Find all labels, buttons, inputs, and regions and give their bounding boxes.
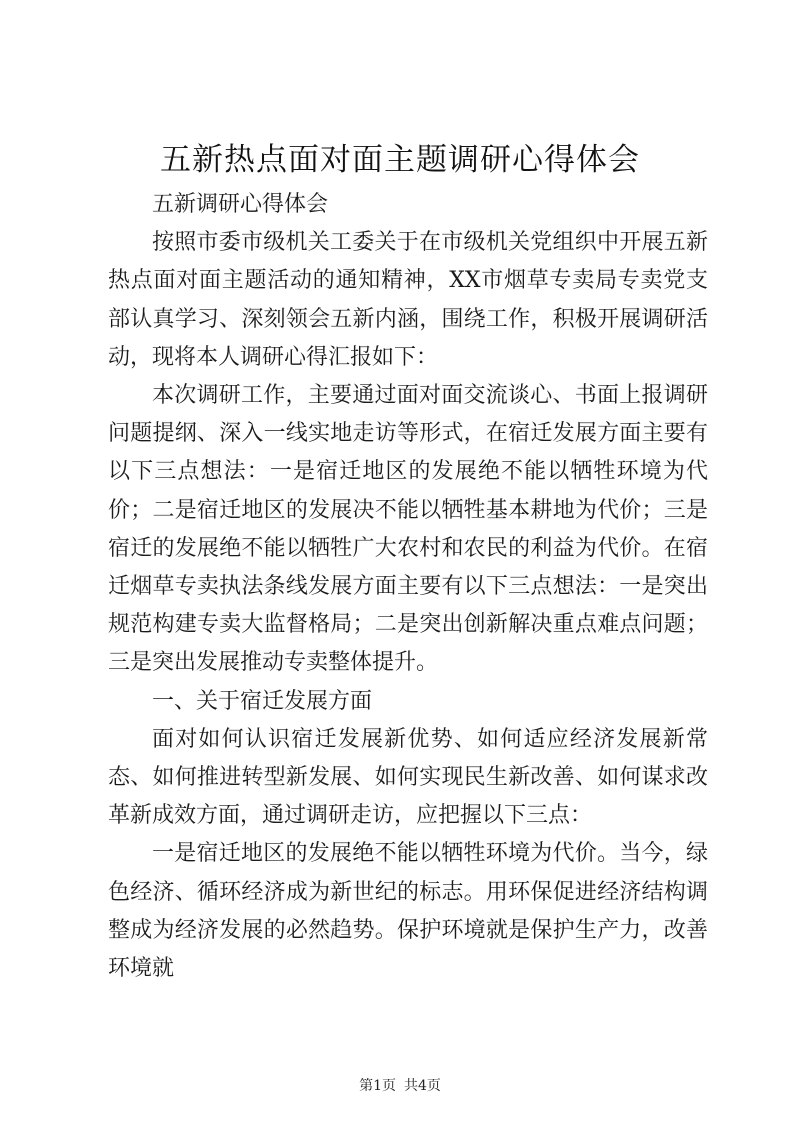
paragraph-point-one: 一是宿迁地区的发展绝不能以牺牲环境为代价。当今，绿色经济、循环经济成为新世纪的标志。用环保促进经济结构调整成为经济发展的必然趋势。保护环境就是保护生产力，改善环境就 xyxy=(108,841,708,982)
paragraph-summary: 本次调研工作，主要通过面对面交流谈心、书面上报调研问题提纲、深入一线实地走访等形式，在宿迁发展方面主要有以下三点想法：一是宿迁地区的发展绝不能以牺牲环境为代价；二是宿迁地区的发展决不能以牺牲基本耕地为代价；三是宿迁的发展绝不能以牺牲广大农村和农民的利益为代价。在宿迁烟草专卖执法条线发展方面主要有以下三点想法：一是突出规范构建专卖大监督格局；二是突出创新解决重点难点问题；三是突出发展推动专卖整体提升。 xyxy=(108,383,708,676)
document-body xyxy=(108,186,708,988)
page-total: 共4页 xyxy=(404,1078,441,1094)
document-title: 五新热点面对面主题调研心得体会 xyxy=(160,142,640,178)
page-number: 第1页 xyxy=(359,1078,396,1094)
paragraph-intro: 按照市委市级机关工委关于在市级机关党组织中开展五新热点面对面主题活动的通知精神，XX市烟草专卖局专卖党支部认真学习、深刻领会五新内涵，围绕工作，积极开展调研活动，现将本人调研心得汇报如下： xyxy=(108,230,708,370)
section-heading: 一、关于宿迁发展方面 xyxy=(152,688,373,714)
paragraph-subtitle: 五新调研心得体会 xyxy=(152,192,329,217)
paragraph-section-intro: 面对如何认识宿迁发展新优势、如何适应经济发展新常态、如何推进转型新发展、如何实现民生新改善、如何谋求改革新成效方面，通过调研走访，应把握以下三点： xyxy=(108,726,708,829)
page-footer xyxy=(0,1076,800,1096)
